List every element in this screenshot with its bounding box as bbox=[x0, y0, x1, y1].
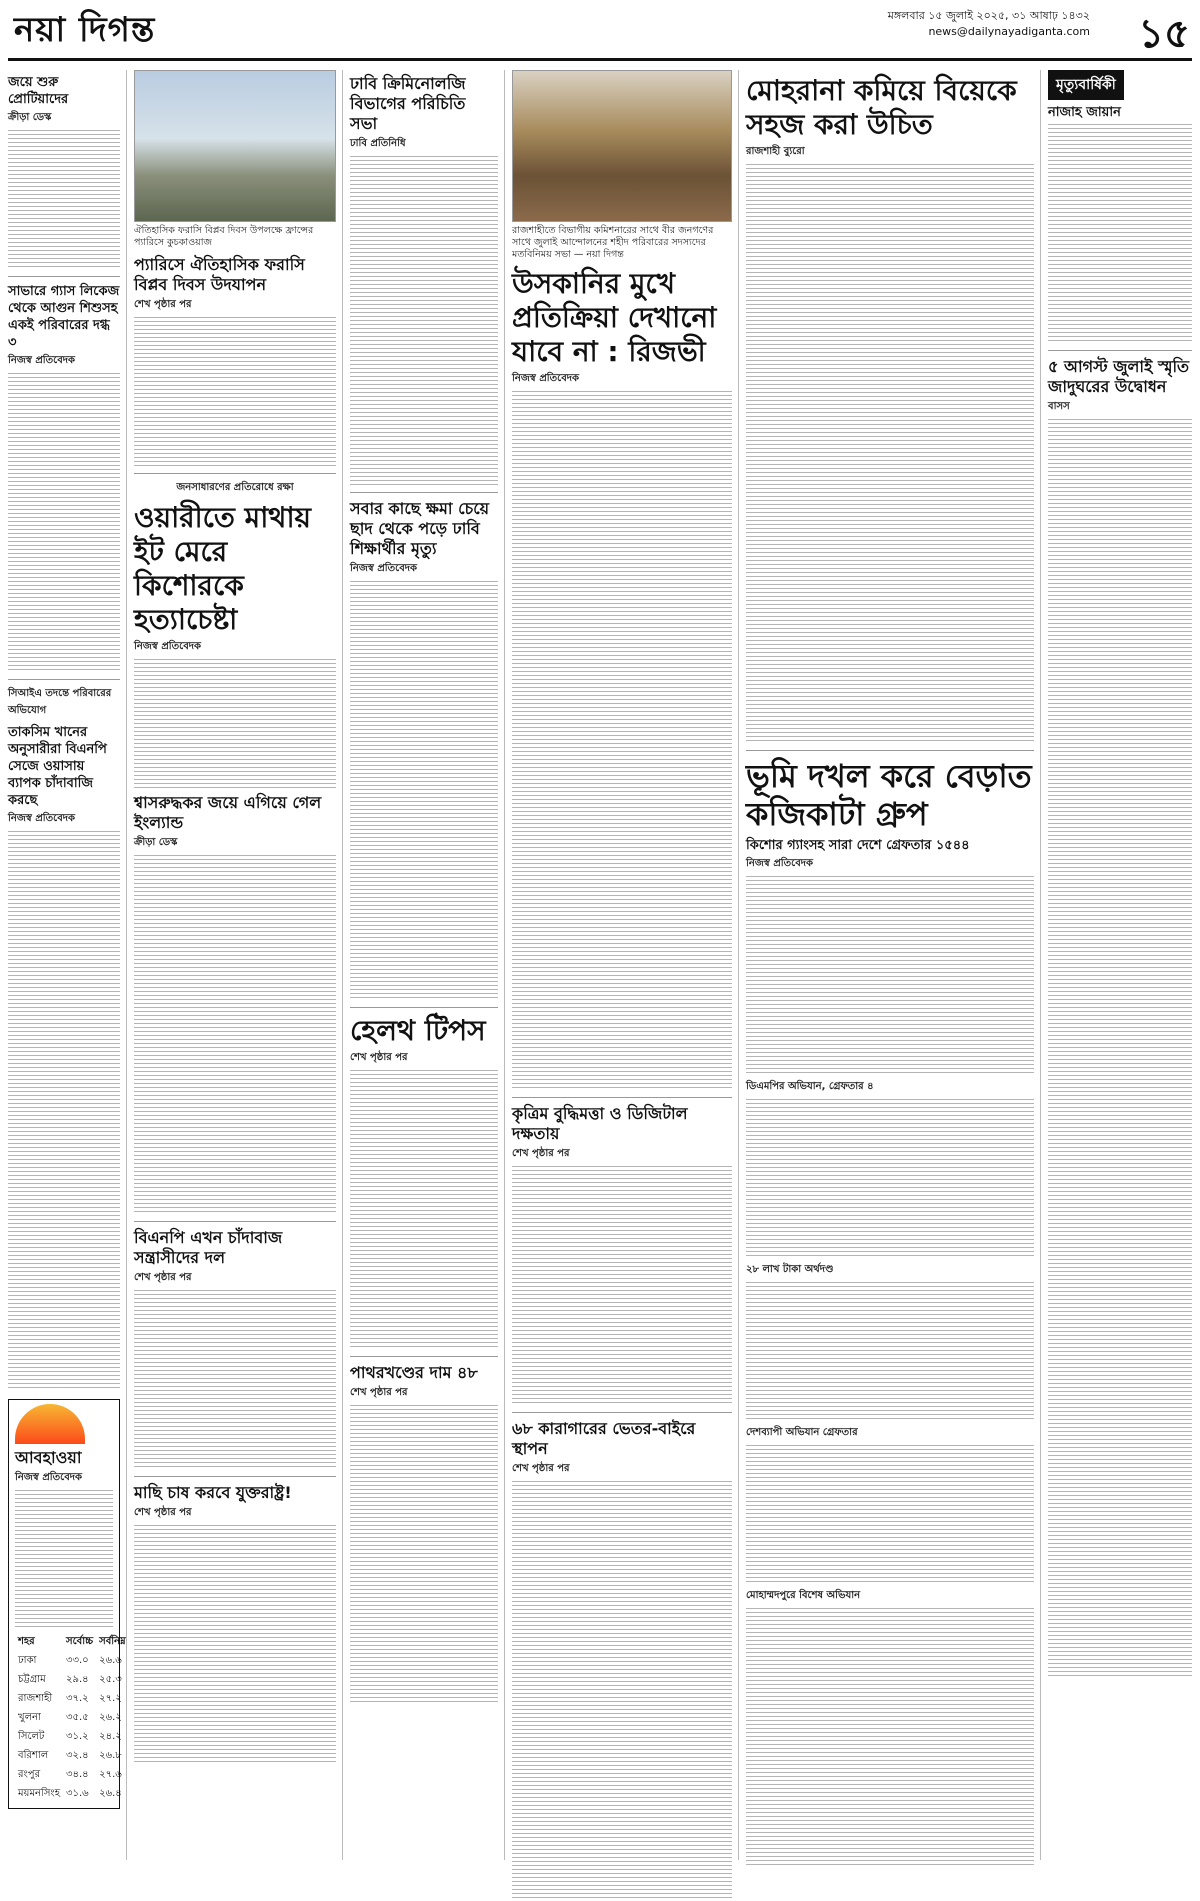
page-number: ১৫ bbox=[1138, 10, 1190, 57]
sun-icon bbox=[15, 1404, 85, 1444]
weather-cell: ৩১.২ bbox=[66, 1731, 89, 1742]
byline: ক্রীড়া ডেস্ক bbox=[134, 837, 178, 848]
body-text bbox=[1048, 124, 1192, 344]
column-1 bbox=[8, 70, 126, 1860]
body-text bbox=[746, 1445, 1034, 1585]
weather-cell: রাজশাহী bbox=[18, 1693, 53, 1704]
column-divider bbox=[126, 70, 127, 1860]
weather-cell: ২৯.৪ bbox=[66, 1674, 89, 1685]
byline: রাজশাহী ব্যুরো bbox=[746, 146, 805, 157]
weather-cell: ৩৩.০ bbox=[66, 1655, 89, 1666]
body-text bbox=[746, 1099, 1034, 1259]
masthead-meta bbox=[888, 8, 1090, 40]
england-headline[interactable]: শ্বাসরুদ্ধকর জয়ে এগিয়ে গেল ইংল্যান্ড bbox=[134, 793, 322, 832]
subhead: ২৮ লাখ টাকা অর্থদণ্ড bbox=[746, 1264, 834, 1275]
byline: নিজস্ব প্রতিবেদক bbox=[350, 563, 418, 574]
body-text bbox=[8, 130, 120, 270]
masthead-rule bbox=[8, 58, 1192, 61]
subhead: দেশব্যাপী অভিযান গ্রেফতার bbox=[746, 1427, 858, 1438]
weather-row bbox=[15, 1728, 129, 1747]
rajshahi-meeting-photo bbox=[512, 70, 732, 222]
weather-cell: ময়মনসিংহ bbox=[18, 1788, 60, 1799]
byline: নিজস্ব প্রতিবেদক bbox=[8, 813, 76, 824]
weather-row bbox=[15, 1785, 129, 1804]
wari-headline[interactable]: ওয়ারীতে মাথায় ইট মেরে কিশোরকে হত্যাচেষ্টা bbox=[134, 501, 312, 636]
byline: নিজস্ব প্রতিবেদক bbox=[8, 355, 76, 366]
byline: বাসস bbox=[1048, 401, 1070, 412]
photo-caption: রাজশাহীতে বিভাগীয় কমিশনারের সাথে বীর জনগণের সাথে জুলাই আন্দোলনের শহীদ পরিবারের সদস্যদের মতবিনিময় সভা — নয়া দিগন্ত bbox=[512, 225, 714, 260]
weather-col-header: শহর bbox=[18, 1636, 35, 1647]
weather-cell: ২৬.২ bbox=[99, 1712, 122, 1723]
weather-box bbox=[8, 1399, 126, 1809]
weather-row bbox=[15, 1690, 129, 1709]
column-3 bbox=[350, 70, 498, 1860]
obituary-tag: মৃত্যুবার্ষিকী bbox=[1048, 70, 1124, 100]
column-divider bbox=[1040, 70, 1041, 1860]
paris-parade-photo bbox=[134, 70, 336, 222]
byline: শেখ পৃষ্ঠার পর bbox=[134, 1507, 192, 1518]
body-text bbox=[134, 1290, 336, 1470]
body-text bbox=[134, 659, 336, 789]
byline: শেখ পৃষ্ঠার পর bbox=[512, 1148, 570, 1159]
weather-row bbox=[15, 1709, 129, 1728]
body-text bbox=[8, 373, 120, 673]
forgive-headline[interactable]: সবার কাছে ক্ষমা চেয়ে ছাদ থেকে পড়ে ঢাবি শিক্ষার্থীর মৃত্যু bbox=[350, 499, 490, 558]
weather-row bbox=[15, 1766, 129, 1785]
weather-cell: রংপুর bbox=[18, 1769, 41, 1780]
column-5 bbox=[746, 70, 1034, 1860]
weather-cell: ঢাকা bbox=[18, 1655, 37, 1666]
jail-headline[interactable]: ৬৮ কারাগারের ভেতর-বাইরে স্থাপন bbox=[512, 1419, 696, 1458]
byline: নিজস্ব প্রতিবেদক bbox=[15, 1472, 83, 1483]
weather-cell: ২৭.২ bbox=[99, 1693, 122, 1704]
subhead: মোহাম্মদপুরে বিশেষ অভিযান bbox=[746, 1590, 861, 1601]
weather-row bbox=[15, 1652, 129, 1671]
email[interactable]: news@dailynayadiganta.com bbox=[928, 25, 1090, 38]
column-2 bbox=[134, 70, 336, 1860]
bnp-headline[interactable]: বিএনপি এখন চাঁদাবাজ সন্ত্রাসীদের দল bbox=[134, 1228, 283, 1267]
weather-cell: ৩২.৪ bbox=[66, 1750, 89, 1761]
obituary-name[interactable]: নাজাহ জায়ান bbox=[1048, 105, 1121, 120]
brand-name: নয়া দিগন্ত bbox=[14, 10, 156, 50]
weather-cell: ২৬.৪ bbox=[99, 1788, 122, 1799]
body-text bbox=[350, 581, 498, 1001]
weather-cell: ৩৪.৪ bbox=[66, 1769, 89, 1780]
byline: নিজস্ব প্রতিবেদক bbox=[134, 641, 202, 652]
column-divider bbox=[342, 70, 343, 1860]
byline: নিজস্ব প্রতিবেদক bbox=[746, 858, 814, 869]
dowry-headline[interactable]: মোহরানা কমিয়ে বিয়েকে সহজ করা উচিত bbox=[746, 74, 1017, 141]
land-grab-subhead: কিশোর গ্যাংসহ সারা দেশে গ্রেফতার ১৫৪৪ bbox=[746, 838, 970, 853]
body-text bbox=[15, 1490, 113, 1630]
byline: শেখ পৃষ্ঠার পর bbox=[350, 1387, 408, 1398]
taksim-headline[interactable]: তাকসিম খানের অনুসারীরা বিএনপি সেজে ওয়াসায় ব্যাপক চাঁদাবাজি করছে bbox=[8, 725, 107, 808]
subhead: ডিএমপির অভিযান, গ্রেফতার ৪ bbox=[746, 1081, 874, 1092]
body-text bbox=[8, 831, 120, 1391]
newspaper-logo bbox=[14, 4, 155, 61]
photo-caption: ঐতিহাসিক ফরাসি বিপ্লব দিবস উপলক্ষে ফ্রান্সের প্যারিসে কুচকাওয়াজ bbox=[134, 225, 314, 248]
body-text bbox=[134, 317, 336, 467]
weather-cell: খুলনা bbox=[18, 1712, 41, 1723]
weather-table bbox=[15, 1633, 129, 1804]
byline: শেখ পৃষ্ঠার পর bbox=[350, 1052, 408, 1063]
weather-cell: ২৫.৩ bbox=[99, 1674, 122, 1685]
weather-cell: ২৬.৬ bbox=[99, 1655, 122, 1666]
column-divider bbox=[738, 70, 739, 1860]
body-text bbox=[1048, 419, 1192, 1679]
body-text bbox=[512, 1166, 732, 1406]
museum-headline[interactable]: ৫ আগস্ট জুলাই স্মৃতি জাদুঘরের উদ্বোধন bbox=[1048, 357, 1190, 396]
fish-headline[interactable]: মাছি চাষ করবে যুক্তরাষ্ট্র! bbox=[134, 1483, 292, 1502]
criminology-headline[interactable]: ঢাবি ক্রিমিনোলজি বিভাগের পরিচিতি সভা bbox=[350, 74, 466, 133]
weather-cell: ২৬.৮ bbox=[99, 1750, 122, 1761]
lead-headline[interactable]: উসকানির মুখে প্রতিক্রিয়া দেখানো যাবে না : রিজভী bbox=[512, 267, 717, 368]
weather-row bbox=[15, 1747, 129, 1766]
weather-cell: ৩৭.২ bbox=[66, 1693, 89, 1704]
weather-cell: ২৪.২ bbox=[99, 1731, 122, 1742]
date-line: মঙ্গলবার ১৫ জুলাই ২০২৫, ৩১ আষাঢ় ১৪৩২ bbox=[887, 9, 1090, 22]
weather-cell: সিলেট bbox=[18, 1731, 45, 1742]
column-4 bbox=[512, 70, 732, 1860]
weather-cell: ৩১.৬ bbox=[66, 1788, 89, 1799]
ai-headline[interactable]: কৃত্রিম বুদ্ধিমত্তা ও ডিজিটাল দক্ষতায় bbox=[512, 1104, 688, 1143]
byline: শেখ পৃষ্ঠার পর bbox=[134, 299, 192, 310]
byline: শেখ পৃষ্ঠার পর bbox=[134, 1272, 192, 1283]
gas-headline[interactable]: সাভারে গ্যাস লিকেজ থেকে আগুন শিশুসহ একই পরিবারের দগ্ধ ৩ bbox=[8, 284, 120, 350]
weather-cell: ৩৫.৫ bbox=[66, 1712, 89, 1723]
weather-cell: বরিশাল bbox=[18, 1750, 49, 1761]
byline: নিজস্ব প্রতিবেদক bbox=[512, 373, 580, 384]
body-text bbox=[350, 156, 498, 486]
weather-title: আবহাওয়া bbox=[15, 1448, 82, 1467]
paris-headline[interactable]: প্যারিসে ঐতিহাসিক ফরাসি বিপ্লব দিবস উদযাপন bbox=[134, 255, 305, 294]
health-tips-headline[interactable]: হেলথ টিপস bbox=[350, 1014, 486, 1047]
body-text bbox=[350, 1070, 498, 1350]
byline: ক্রীড়া ডেস্ক bbox=[8, 112, 52, 123]
body-text bbox=[350, 1405, 498, 1705]
weather-cell: চট্টগ্রাম bbox=[18, 1674, 46, 1685]
byline: ঢাবি প্রতিনিধি bbox=[350, 138, 406, 149]
weather-cell: ২৭.৬ bbox=[99, 1769, 122, 1780]
column-6 bbox=[1048, 70, 1192, 1860]
sports-headline[interactable]: জয়ে শুরু প্রোটিয়াদের bbox=[8, 75, 69, 107]
weather-col-header: সর্বনিম্ন bbox=[99, 1636, 126, 1647]
body-text bbox=[134, 855, 336, 1215]
body-text bbox=[746, 876, 1034, 1076]
weather-col-header: সর্বোচ্চ bbox=[66, 1636, 94, 1647]
body-text bbox=[512, 391, 732, 1091]
column-divider bbox=[504, 70, 505, 1860]
kicker: সিআইএ তদন্তে পরিবারের অভিযোগ bbox=[8, 688, 112, 716]
body-text bbox=[512, 1481, 732, 1901]
kicker: জনসাধারণের প্রতিরোধে রক্ষা bbox=[176, 482, 294, 493]
weather-row bbox=[15, 1671, 129, 1690]
body-text bbox=[746, 1608, 1034, 1868]
body-text bbox=[746, 164, 1034, 744]
stone-headline[interactable]: পাথরখণ্ডের দাম ৪৮ bbox=[350, 1363, 478, 1382]
body-text bbox=[746, 1282, 1034, 1422]
land-grab-headline[interactable]: ভূমি দখল করে বেড়াত কজিকাটা গ্রুপ bbox=[746, 757, 1032, 833]
body-text bbox=[134, 1525, 336, 1765]
byline: শেখ পৃষ্ঠার পর bbox=[512, 1463, 570, 1474]
